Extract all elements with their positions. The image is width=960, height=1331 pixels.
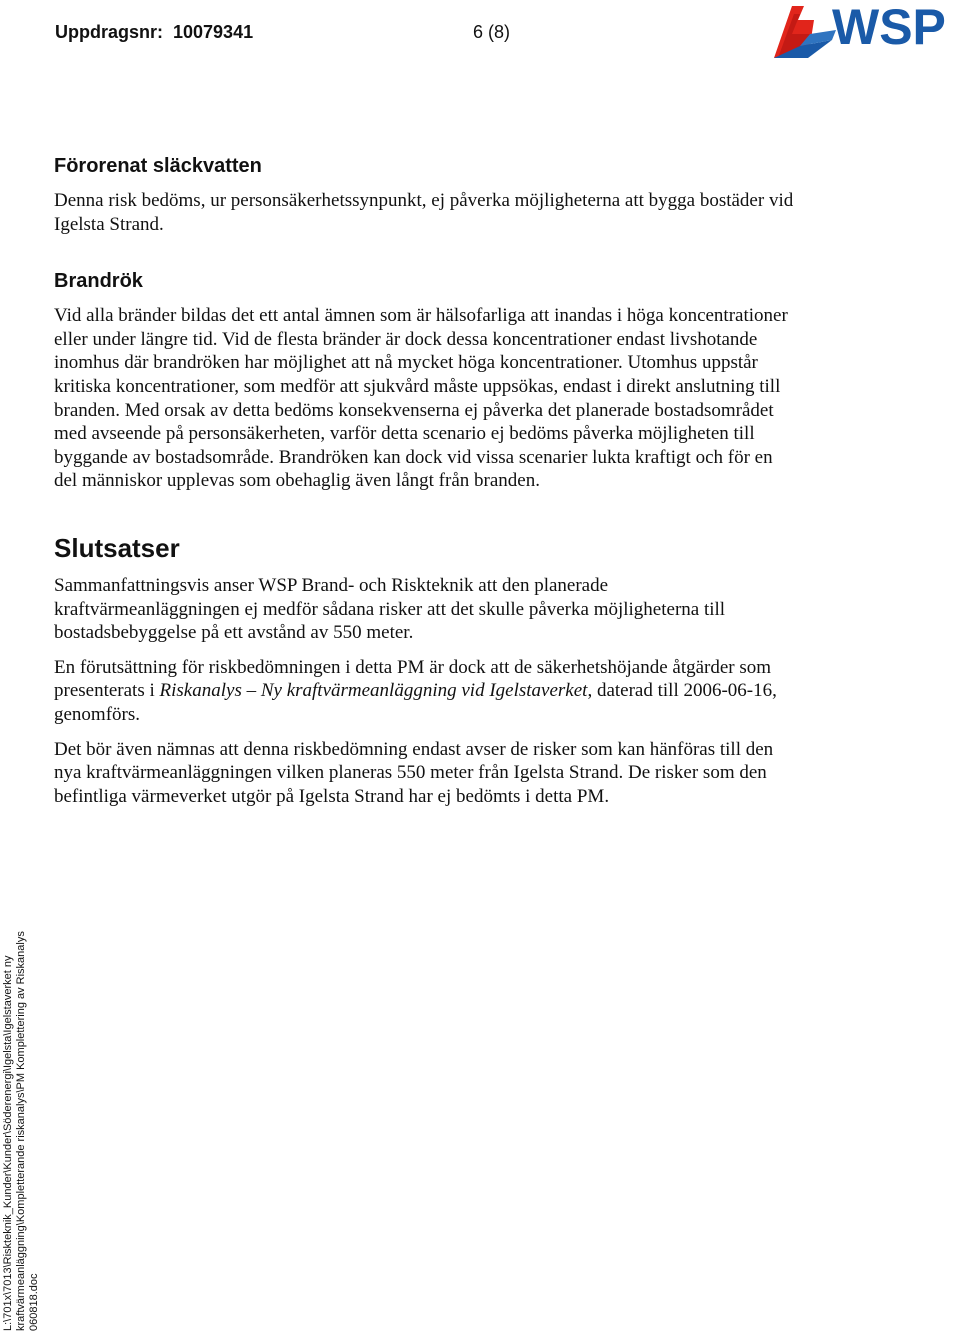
- assignment-number: [55, 22, 253, 43]
- heading-conclusions: Slutsatser: [54, 532, 180, 563]
- assignment-value: 10079341: [173, 22, 254, 42]
- paragraph-conclusion-2-start: En förutsättning för riskbedömningen i detta PM är dock att de säkerhetshöjande åtgärder som presenterats i: [54, 656, 772, 702]
- file-path-footer: [2, 931, 41, 1331]
- paragraph-conclusion-2: [54, 656, 794, 727]
- assignment-label: Uppdragsnr:: [55, 22, 163, 42]
- paragraph-fire-smoke: Vid alla bränder bildas det ett antal ämnen som är hälsofarliga att inandas i höga koncentrationer eller under längre tid. Vid de flesta bränder är dock dessa koncentrationer endast livshotande inomhus där brandröken har möjlighet att nå mycket höga koncentrationer. Utomhus uppstår kritiska koncentrationer, som medför att sjukvård måste uppsökas, endast i direkt anslutning till branden. Med orsak av detta bedöms konsekvenserna ej påverka det planerade bostadsområdet med avseende på personsäkerheten, varför detta scenario ej bedöms påverka möjligheten till byggande av bostadsområde. Brandröken kan dock vid vissa scenarier lukta kraftigt och för en del människor upplevas som obehaglig även långt från branden.: [54, 305, 788, 492]
- file-path-line-1: L:\701x\7013\Riskteknik_Kunder\Kunder\Söderenergi\Igelsta\Igelstaverket ny: [2, 955, 14, 1331]
- heading-contaminated-water: Förorenat släckvatten: [54, 155, 262, 177]
- document-body: [54, 154, 794, 808]
- heading-fire-smoke: Brandrök: [54, 270, 143, 293]
- logo-text: WSP: [832, 0, 946, 55]
- paragraph-conclusion-2-end: , daterad till 2006-06-16, genomförs.: [54, 680, 777, 725]
- paragraph-conclusion-1: Sammanfattningsvis anser WSP Brand- och Riskteknik att den planerade kraftvärmeanläggningen ej medför sådana risker att det skulle påverka möjligheterna till bostadsbebyggelse på ett avstånd av 550 meter.: [54, 574, 726, 644]
- paragraph-conclusion-3: Det bör även nämnas att denna riskbedömning endast avser de risker som kan hänföras till den nya kraftvärmeanläggningen vilken planeras 550 meter från Igelsta Strand. De risker som den befintliga värmeverket utgör på Igelsta Strand har ej bedömts i detta PM.: [54, 738, 774, 807]
- file-path-line-2: kraftvärmeanläggning\Kompletterande riskanalys\PM Komplettering av Riskanalys: [15, 931, 27, 1331]
- report-title-reference: Riskanalys – Ny kraftvärmeanläggning vid Igelstaverket: [159, 680, 588, 702]
- page-number: 6 (8): [473, 22, 511, 42]
- file-path-line-3: 060818.doc: [28, 1273, 40, 1331]
- wsp-logo-icon: [770, 0, 960, 62]
- wsp-logo: [770, 0, 960, 62]
- paragraph-contaminated-water: Denna risk bedöms, ur personsäkerhetssynpunkt, ej påverka möjligheterna att bygga bostäder vid Igelsta Strand.: [54, 190, 794, 235]
